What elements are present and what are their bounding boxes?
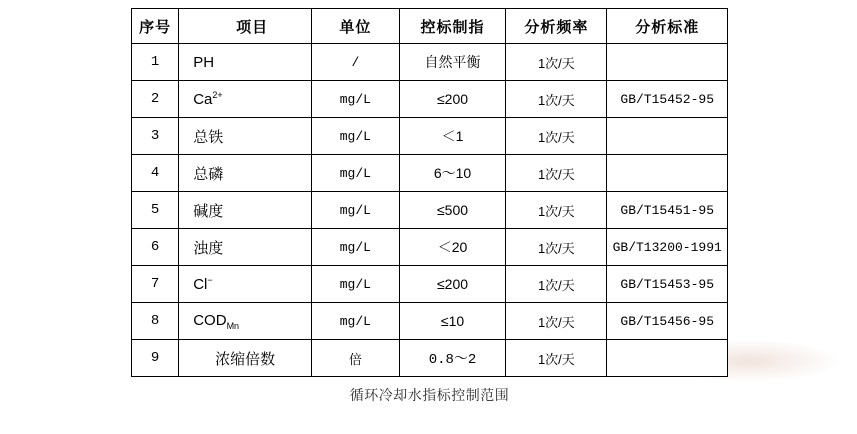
cell-control-index: 6～10 xyxy=(399,155,506,192)
cell-analysis-standard: GB/T13200-1991 xyxy=(607,229,728,266)
table-row xyxy=(132,303,728,340)
column-header-analysis-frequency: 分析频率 xyxy=(506,9,607,44)
table-row xyxy=(132,118,728,155)
cell-unit: mg/L xyxy=(311,229,399,266)
table-row xyxy=(132,155,728,192)
cell-serial-number: 7 xyxy=(132,266,179,303)
table-row xyxy=(132,192,728,229)
cell-analysis-standard: GB/T15452-95 xyxy=(607,81,728,118)
cell-analysis-frequency: 1次/天 xyxy=(506,266,607,303)
cell-item xyxy=(179,44,312,81)
cell-unit: mg/L xyxy=(311,155,399,192)
cell-item xyxy=(179,303,312,340)
cell-unit: mg/L xyxy=(311,303,399,340)
column-header-unit: 单位 xyxy=(311,9,399,44)
cell-control-index: 0.8～2 xyxy=(399,340,506,377)
cell-serial-number: 3 xyxy=(132,118,179,155)
cell-item-superscript: − xyxy=(207,275,213,285)
cell-item-text: 总铁 xyxy=(193,128,224,146)
cell-analysis-frequency: 1次/天 xyxy=(506,155,607,192)
cell-analysis-standard xyxy=(607,118,728,155)
cell-item-text: PH xyxy=(193,54,215,71)
cell-control-index: ≤200 xyxy=(399,266,506,303)
table-row xyxy=(132,266,728,303)
cell-item-superscript: 2+ xyxy=(212,90,223,100)
cell-serial-number: 8 xyxy=(132,303,179,340)
cell-serial-number: 2 xyxy=(132,81,179,118)
cell-item xyxy=(179,192,312,229)
column-header-item: 项目 xyxy=(179,9,312,44)
cell-item xyxy=(179,340,312,377)
cell-item-text: 浊度 xyxy=(193,239,224,257)
cell-item-text: Ca xyxy=(193,91,213,108)
cell-item xyxy=(179,229,312,266)
cell-serial-number: 1 xyxy=(132,44,179,81)
cell-item xyxy=(179,81,312,118)
cell-item-subscript: Mn xyxy=(226,320,240,331)
table-caption: 循环冷却水指标控制范围 xyxy=(349,387,510,403)
cell-analysis-standard: GB/T15451-95 xyxy=(607,192,728,229)
cell-analysis-frequency: 1次/天 xyxy=(506,340,607,377)
table-row xyxy=(132,340,728,377)
cell-analysis-standard xyxy=(607,340,728,377)
table-header-row xyxy=(132,9,728,44)
cell-item xyxy=(179,118,312,155)
cell-item-text: Cl xyxy=(193,276,208,293)
column-header-control-index: 控标制指 xyxy=(399,9,506,44)
cell-item-text: 碱度 xyxy=(193,202,224,220)
cell-unit: 倍 xyxy=(311,340,399,377)
column-header-analysis-standard: 分析标准 xyxy=(607,9,728,44)
cell-control-index: ≤200 xyxy=(399,81,506,118)
cell-item xyxy=(179,155,312,192)
cell-control-index: ≤10 xyxy=(399,303,506,340)
cell-analysis-frequency: 1次/天 xyxy=(506,81,607,118)
cell-item-text: COD xyxy=(193,311,227,329)
cell-analysis-standard: GB/T15456-95 xyxy=(607,303,728,340)
cell-item-text: 浓缩倍数 xyxy=(215,350,276,368)
cell-control-index: ≤500 xyxy=(399,192,506,229)
cell-analysis-frequency: 1次/天 xyxy=(506,229,607,266)
cell-serial-number: 6 xyxy=(132,229,179,266)
circulating-cooling-water-spec-table xyxy=(131,8,728,377)
cell-analysis-frequency: 1次/天 xyxy=(506,303,607,340)
cell-serial-number: 5 xyxy=(132,192,179,229)
cell-analysis-standard: GB/T15453-95 xyxy=(607,266,728,303)
cell-unit: mg/L xyxy=(311,81,399,118)
cell-unit: mg/L xyxy=(311,266,399,303)
cell-unit: / xyxy=(311,44,399,81)
cell-unit: mg/L xyxy=(311,192,399,229)
cell-item-text: 总磷 xyxy=(193,165,224,183)
cell-analysis-standard xyxy=(607,44,728,81)
cell-analysis-frequency: 1次/天 xyxy=(506,44,607,81)
cell-serial-number: 9 xyxy=(132,340,179,377)
spec-table-container xyxy=(131,8,728,377)
cell-analysis-standard xyxy=(607,155,728,192)
table-row xyxy=(132,229,728,266)
cell-unit: mg/L xyxy=(311,118,399,155)
cell-control-index: 自然平衡 xyxy=(399,44,506,81)
cell-analysis-frequency: 1次/天 xyxy=(506,118,607,155)
cell-serial-number: 4 xyxy=(132,155,179,192)
table-row xyxy=(132,81,728,118)
cell-item xyxy=(179,266,312,303)
cell-control-index: ＜1 xyxy=(399,118,506,155)
table-row xyxy=(132,44,728,81)
column-header-serial-number: 序号 xyxy=(132,9,179,44)
cell-control-index: ＜20 xyxy=(399,229,506,266)
cell-analysis-frequency: 1次/天 xyxy=(506,192,607,229)
